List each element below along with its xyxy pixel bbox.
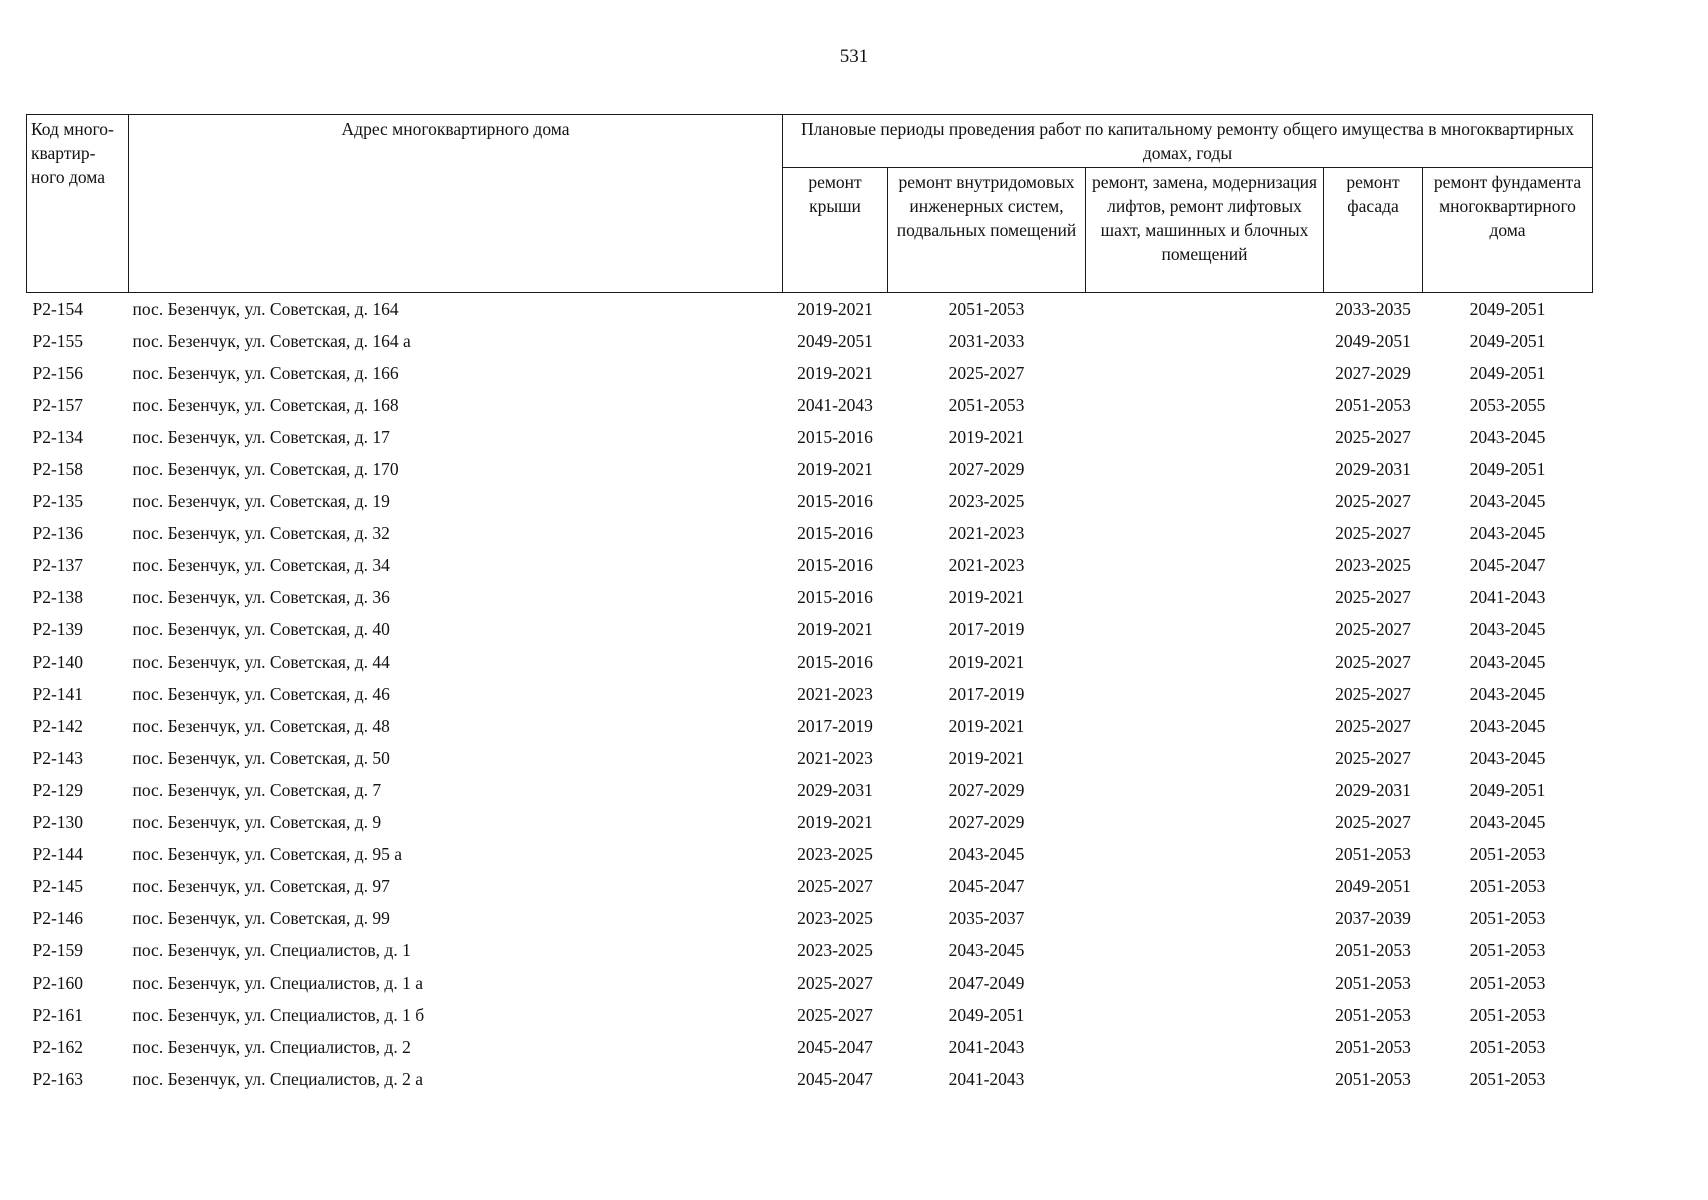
cell-roof: 2025-2027 bbox=[797, 972, 873, 993]
cell-lifts bbox=[1086, 357, 1324, 389]
header-lifts: ремонт, замена, модернизация лифтов, ремонт лифтовых шахт, машинных и блочных помещений bbox=[1086, 168, 1324, 293]
cell-code: Р2-157 bbox=[32, 394, 84, 415]
cell-roof: 2049-2051 bbox=[797, 330, 873, 351]
cell-engineering: 2019-2021 bbox=[948, 587, 1025, 608]
cell-facade: 2025-2027 bbox=[1335, 812, 1411, 833]
cell-code: Р2-142 bbox=[32, 715, 84, 736]
cell-roof: 2045-2047 bbox=[797, 1068, 873, 1089]
cell-facade: 2051-2053 bbox=[1335, 1004, 1411, 1025]
cell-address: пос. Безенчук, ул. Советская, д. 95 а bbox=[132, 844, 402, 865]
cell-lifts bbox=[1086, 646, 1324, 678]
cell-facade: 2025-2027 bbox=[1335, 523, 1411, 544]
cell-roof: 2025-2027 bbox=[797, 876, 873, 897]
cell-engineering: 2043-2045 bbox=[948, 844, 1025, 865]
cell-facade: 2027-2029 bbox=[1335, 362, 1411, 383]
cell-engineering: 2023-2025 bbox=[948, 491, 1025, 512]
cell-lifts bbox=[1086, 742, 1324, 774]
cell-engineering: 2031-2033 bbox=[948, 330, 1025, 351]
cell-engineering: 2021-2023 bbox=[948, 523, 1025, 544]
cell-engineering: 2025-2027 bbox=[948, 362, 1025, 383]
cell-code: Р2-139 bbox=[32, 619, 84, 640]
table-row bbox=[27, 967, 1593, 999]
cell-code: Р2-134 bbox=[32, 426, 84, 447]
cell-engineering: 2027-2029 bbox=[948, 779, 1025, 800]
table-row bbox=[27, 678, 1593, 710]
table-row bbox=[27, 839, 1593, 871]
cell-lifts bbox=[1086, 839, 1324, 871]
cell-foundation: 2051-2053 bbox=[1469, 876, 1546, 897]
cell-engineering: 2027-2029 bbox=[948, 459, 1025, 480]
cell-roof: 2045-2047 bbox=[797, 1036, 873, 1057]
cell-address: пос. Безенчук, ул. Советская, д. 7 bbox=[132, 779, 382, 800]
cell-lifts bbox=[1086, 518, 1324, 550]
cell-lifts bbox=[1086, 678, 1324, 710]
cell-lifts bbox=[1086, 582, 1324, 614]
table-row bbox=[27, 582, 1593, 614]
cell-engineering: 2051-2053 bbox=[948, 298, 1025, 319]
header-code: Код много-квартир-ного дома bbox=[27, 115, 129, 293]
cell-address: пос. Безенчук, ул. Советская, д. 44 bbox=[132, 651, 390, 672]
cell-address: пос. Безенчук, ул. Советская, д. 168 bbox=[132, 394, 399, 415]
cell-facade: 2051-2053 bbox=[1335, 1036, 1411, 1057]
header-engineering: ремонт внутридомовых инженерных систем, подвальных помещений bbox=[888, 168, 1086, 293]
cell-address: пос. Безенчук, ул. Советская, д. 40 bbox=[132, 619, 390, 640]
cell-code: Р2-145 bbox=[32, 876, 84, 897]
table-row bbox=[27, 550, 1593, 582]
cell-foundation: 2043-2045 bbox=[1469, 619, 1546, 640]
table-row bbox=[27, 1031, 1593, 1063]
cell-address: пос. Безенчук, ул. Советская, д. 170 bbox=[132, 459, 399, 480]
cell-foundation: 2051-2053 bbox=[1469, 1004, 1546, 1025]
table-row bbox=[27, 903, 1593, 935]
table-row bbox=[27, 742, 1593, 774]
cell-roof: 2015-2016 bbox=[797, 523, 873, 544]
cell-facade: 2025-2027 bbox=[1335, 426, 1411, 447]
cell-address: пос. Безенчук, ул. Советская, д. 50 bbox=[132, 747, 390, 768]
cell-engineering: 2035-2037 bbox=[948, 908, 1025, 929]
cell-code: Р2-162 bbox=[32, 1036, 84, 1057]
table-header bbox=[27, 115, 1593, 293]
cell-lifts bbox=[1086, 903, 1324, 935]
cell-foundation: 2049-2051 bbox=[1469, 298, 1546, 319]
cell-facade: 2051-2053 bbox=[1335, 394, 1411, 415]
header-periods: Плановые периоды проведения работ по капитальному ремонту общего имущества в многоквартирных домах, годы bbox=[783, 115, 1593, 168]
table-row bbox=[27, 518, 1593, 550]
cell-code: Р2-141 bbox=[32, 683, 84, 704]
cell-lifts bbox=[1086, 421, 1324, 453]
table-row bbox=[27, 935, 1593, 967]
cell-code: Р2-160 bbox=[32, 972, 84, 993]
cell-foundation: 2051-2053 bbox=[1469, 844, 1546, 865]
cell-code: Р2-136 bbox=[32, 523, 84, 544]
cell-code: Р2-144 bbox=[32, 844, 84, 865]
cell-facade: 2025-2027 bbox=[1335, 619, 1411, 640]
table-row bbox=[27, 871, 1593, 903]
cell-code: Р2-130 bbox=[32, 812, 84, 833]
cell-engineering: 2019-2021 bbox=[948, 426, 1025, 447]
cell-engineering: 2043-2045 bbox=[948, 940, 1025, 961]
cell-roof: 2019-2021 bbox=[797, 459, 873, 480]
cell-lifts bbox=[1086, 325, 1324, 357]
cell-engineering: 2017-2019 bbox=[948, 619, 1025, 640]
cell-code: Р2-137 bbox=[32, 555, 84, 576]
cell-foundation: 2043-2045 bbox=[1469, 651, 1546, 672]
cell-roof: 2019-2021 bbox=[797, 298, 873, 319]
cell-facade: 2051-2053 bbox=[1335, 972, 1411, 993]
table-row bbox=[27, 453, 1593, 485]
table-row bbox=[27, 357, 1593, 389]
cell-foundation: 2043-2045 bbox=[1469, 715, 1546, 736]
cell-roof: 2015-2016 bbox=[797, 426, 873, 447]
cell-facade: 2037-2039 bbox=[1335, 908, 1411, 929]
cell-engineering: 2041-2043 bbox=[948, 1068, 1025, 1089]
cell-facade: 2049-2051 bbox=[1335, 876, 1411, 897]
header-foundation: ремонт фундамента многоквартирного дома bbox=[1423, 168, 1593, 293]
table-row bbox=[27, 293, 1593, 326]
cell-facade: 2025-2027 bbox=[1335, 747, 1411, 768]
cell-roof: 2029-2031 bbox=[797, 779, 873, 800]
cell-roof: 2015-2016 bbox=[797, 587, 873, 608]
cell-foundation: 2041-2043 bbox=[1469, 587, 1546, 608]
cell-foundation: 2051-2053 bbox=[1469, 908, 1546, 929]
cell-lifts bbox=[1086, 1031, 1324, 1063]
cell-engineering: 2049-2051 bbox=[948, 1004, 1025, 1025]
cell-roof: 2021-2023 bbox=[797, 683, 873, 704]
cell-address: пос. Безенчук, ул. Специалистов, д. 1 а bbox=[132, 972, 423, 993]
cell-address: пос. Безенчук, ул. Специалистов, д. 2 bbox=[132, 1036, 411, 1057]
cell-roof: 2015-2016 bbox=[797, 651, 873, 672]
cell-address: пос. Безенчук, ул. Советская, д. 97 bbox=[132, 876, 390, 897]
cell-foundation: 2049-2051 bbox=[1469, 330, 1546, 351]
cell-lifts bbox=[1086, 486, 1324, 518]
cell-engineering: 2017-2019 bbox=[948, 683, 1025, 704]
cell-address: пос. Безенчук, ул. Советская, д. 164 а bbox=[132, 330, 411, 351]
table-row bbox=[27, 710, 1593, 742]
cell-roof: 2019-2021 bbox=[797, 362, 873, 383]
cell-address: пос. Безенчук, ул. Советская, д. 36 bbox=[132, 587, 390, 608]
cell-facade: 2029-2031 bbox=[1335, 459, 1411, 480]
cell-address: пос. Безенчук, ул. Советская, д. 9 bbox=[132, 812, 382, 833]
cell-code: Р2-159 bbox=[32, 940, 84, 961]
cell-roof: 2015-2016 bbox=[797, 491, 873, 512]
cell-foundation: 2049-2051 bbox=[1469, 362, 1546, 383]
table-row bbox=[27, 389, 1593, 421]
cell-facade: 2049-2051 bbox=[1335, 330, 1411, 351]
cell-foundation: 2043-2045 bbox=[1469, 426, 1546, 447]
cell-lifts bbox=[1086, 935, 1324, 967]
cell-address: пос. Безенчук, ул. Советская, д. 32 bbox=[132, 523, 390, 544]
cell-roof: 2019-2021 bbox=[797, 619, 873, 640]
cell-facade: 2051-2053 bbox=[1335, 1068, 1411, 1089]
cell-roof: 2023-2025 bbox=[797, 940, 873, 961]
cell-roof: 2021-2023 bbox=[797, 747, 873, 768]
table-row bbox=[27, 999, 1593, 1031]
table-row bbox=[27, 614, 1593, 646]
cell-foundation: 2051-2053 bbox=[1469, 1068, 1546, 1089]
cell-engineering: 2019-2021 bbox=[948, 651, 1025, 672]
cell-code: Р2-138 bbox=[32, 587, 84, 608]
cell-foundation: 2049-2051 bbox=[1469, 459, 1546, 480]
cell-roof: 2017-2019 bbox=[797, 715, 873, 736]
cell-lifts bbox=[1086, 871, 1324, 903]
cell-lifts bbox=[1086, 614, 1324, 646]
cell-roof: 2019-2021 bbox=[797, 812, 873, 833]
cell-lifts bbox=[1086, 807, 1324, 839]
cell-facade: 2025-2027 bbox=[1335, 651, 1411, 672]
cell-address: пос. Безенчук, ул. Советская, д. 19 bbox=[132, 491, 390, 512]
cell-facade: 2025-2027 bbox=[1335, 683, 1411, 704]
header-facade: ремонт фасада bbox=[1324, 168, 1423, 293]
cell-facade: 2025-2027 bbox=[1335, 587, 1411, 608]
cell-facade: 2025-2027 bbox=[1335, 715, 1411, 736]
cell-code: Р2-143 bbox=[32, 747, 84, 768]
cell-code: Р2-154 bbox=[32, 298, 84, 319]
cell-facade: 2051-2053 bbox=[1335, 940, 1411, 961]
cell-lifts bbox=[1086, 293, 1324, 326]
cell-code: Р2-156 bbox=[32, 362, 84, 383]
cell-address: пос. Безенчук, ул. Советская, д. 17 bbox=[132, 426, 390, 447]
header-roof: ремонт крыши bbox=[783, 168, 888, 293]
cell-roof: 2023-2025 bbox=[797, 844, 873, 865]
cell-foundation: 2045-2047 bbox=[1469, 555, 1546, 576]
cell-address: пос. Безенчук, ул. Специалистов, д. 1 bbox=[132, 940, 411, 961]
cell-facade: 2033-2035 bbox=[1335, 298, 1411, 319]
cell-engineering: 2047-2049 bbox=[948, 972, 1025, 993]
cell-engineering: 2019-2021 bbox=[948, 747, 1025, 768]
cell-code: Р2-161 bbox=[32, 1004, 84, 1025]
cell-roof: 2041-2043 bbox=[797, 394, 873, 415]
table-body bbox=[27, 293, 1593, 1096]
cell-address: пос. Безенчук, ул. Советская, д. 48 bbox=[132, 715, 390, 736]
cell-lifts bbox=[1086, 550, 1324, 582]
cell-roof: 2023-2025 bbox=[797, 908, 873, 929]
cell-foundation: 2043-2045 bbox=[1469, 683, 1546, 704]
cell-lifts bbox=[1086, 774, 1324, 806]
table-row bbox=[27, 1063, 1593, 1095]
table-row bbox=[27, 646, 1593, 678]
table-row bbox=[27, 421, 1593, 453]
cell-code: Р2-135 bbox=[32, 491, 84, 512]
cell-engineering: 2027-2029 bbox=[948, 812, 1025, 833]
cell-lifts bbox=[1086, 453, 1324, 485]
cell-code: Р2-158 bbox=[32, 459, 84, 480]
cell-address: пос. Безенчук, ул. Советская, д. 166 bbox=[132, 362, 399, 383]
cell-lifts bbox=[1086, 1063, 1324, 1095]
cell-lifts bbox=[1086, 967, 1324, 999]
cell-lifts bbox=[1086, 710, 1324, 742]
cell-foundation: 2051-2053 bbox=[1469, 940, 1546, 961]
cell-address: пос. Безенчук, ул. Советская, д. 34 bbox=[132, 555, 390, 576]
cell-address: пос. Безенчук, ул. Специалистов, д. 1 б bbox=[132, 1004, 425, 1025]
table-row bbox=[27, 807, 1593, 839]
cell-lifts bbox=[1086, 999, 1324, 1031]
cell-lifts bbox=[1086, 389, 1324, 421]
table-row bbox=[27, 486, 1593, 518]
repair-schedule-table bbox=[26, 114, 1593, 1095]
cell-facade: 2025-2027 bbox=[1335, 491, 1411, 512]
cell-roof: 2025-2027 bbox=[797, 1004, 873, 1025]
page-number: 531 bbox=[839, 46, 869, 67]
cell-facade: 2023-2025 bbox=[1335, 555, 1411, 576]
cell-foundation: 2049-2051 bbox=[1469, 779, 1546, 800]
cell-foundation: 2043-2045 bbox=[1469, 812, 1546, 833]
cell-foundation: 2053-2055 bbox=[1469, 394, 1546, 415]
cell-engineering: 2045-2047 bbox=[948, 876, 1025, 897]
table-row bbox=[27, 325, 1593, 357]
cell-code: Р2-155 bbox=[32, 330, 84, 351]
cell-facade: 2029-2031 bbox=[1335, 779, 1411, 800]
cell-address: пос. Безенчук, ул. Советская, д. 164 bbox=[132, 298, 399, 319]
cell-address: пос. Безенчук, ул. Советская, д. 99 bbox=[132, 908, 390, 929]
table-row bbox=[27, 774, 1593, 806]
cell-foundation: 2043-2045 bbox=[1469, 747, 1546, 768]
cell-foundation: 2051-2053 bbox=[1469, 1036, 1546, 1057]
cell-code: Р2-140 bbox=[32, 651, 84, 672]
cell-foundation: 2051-2053 bbox=[1469, 972, 1546, 993]
cell-engineering: 2041-2043 bbox=[948, 1036, 1025, 1057]
cell-engineering: 2051-2053 bbox=[948, 394, 1025, 415]
cell-engineering: 2019-2021 bbox=[948, 715, 1025, 736]
cell-code: Р2-129 bbox=[32, 779, 84, 800]
cell-code: Р2-163 bbox=[32, 1068, 84, 1089]
header-address: Адрес многоквартирного дома bbox=[129, 115, 783, 293]
cell-foundation: 2043-2045 bbox=[1469, 523, 1546, 544]
cell-code: Р2-146 bbox=[32, 908, 84, 929]
cell-facade: 2051-2053 bbox=[1335, 844, 1411, 865]
cell-address: пос. Безенчук, ул. Специалистов, д. 2 а bbox=[132, 1068, 423, 1089]
cell-roof: 2015-2016 bbox=[797, 555, 873, 576]
cell-foundation: 2043-2045 bbox=[1469, 491, 1546, 512]
cell-engineering: 2021-2023 bbox=[948, 555, 1025, 576]
cell-address: пос. Безенчук, ул. Советская, д. 46 bbox=[132, 683, 390, 704]
